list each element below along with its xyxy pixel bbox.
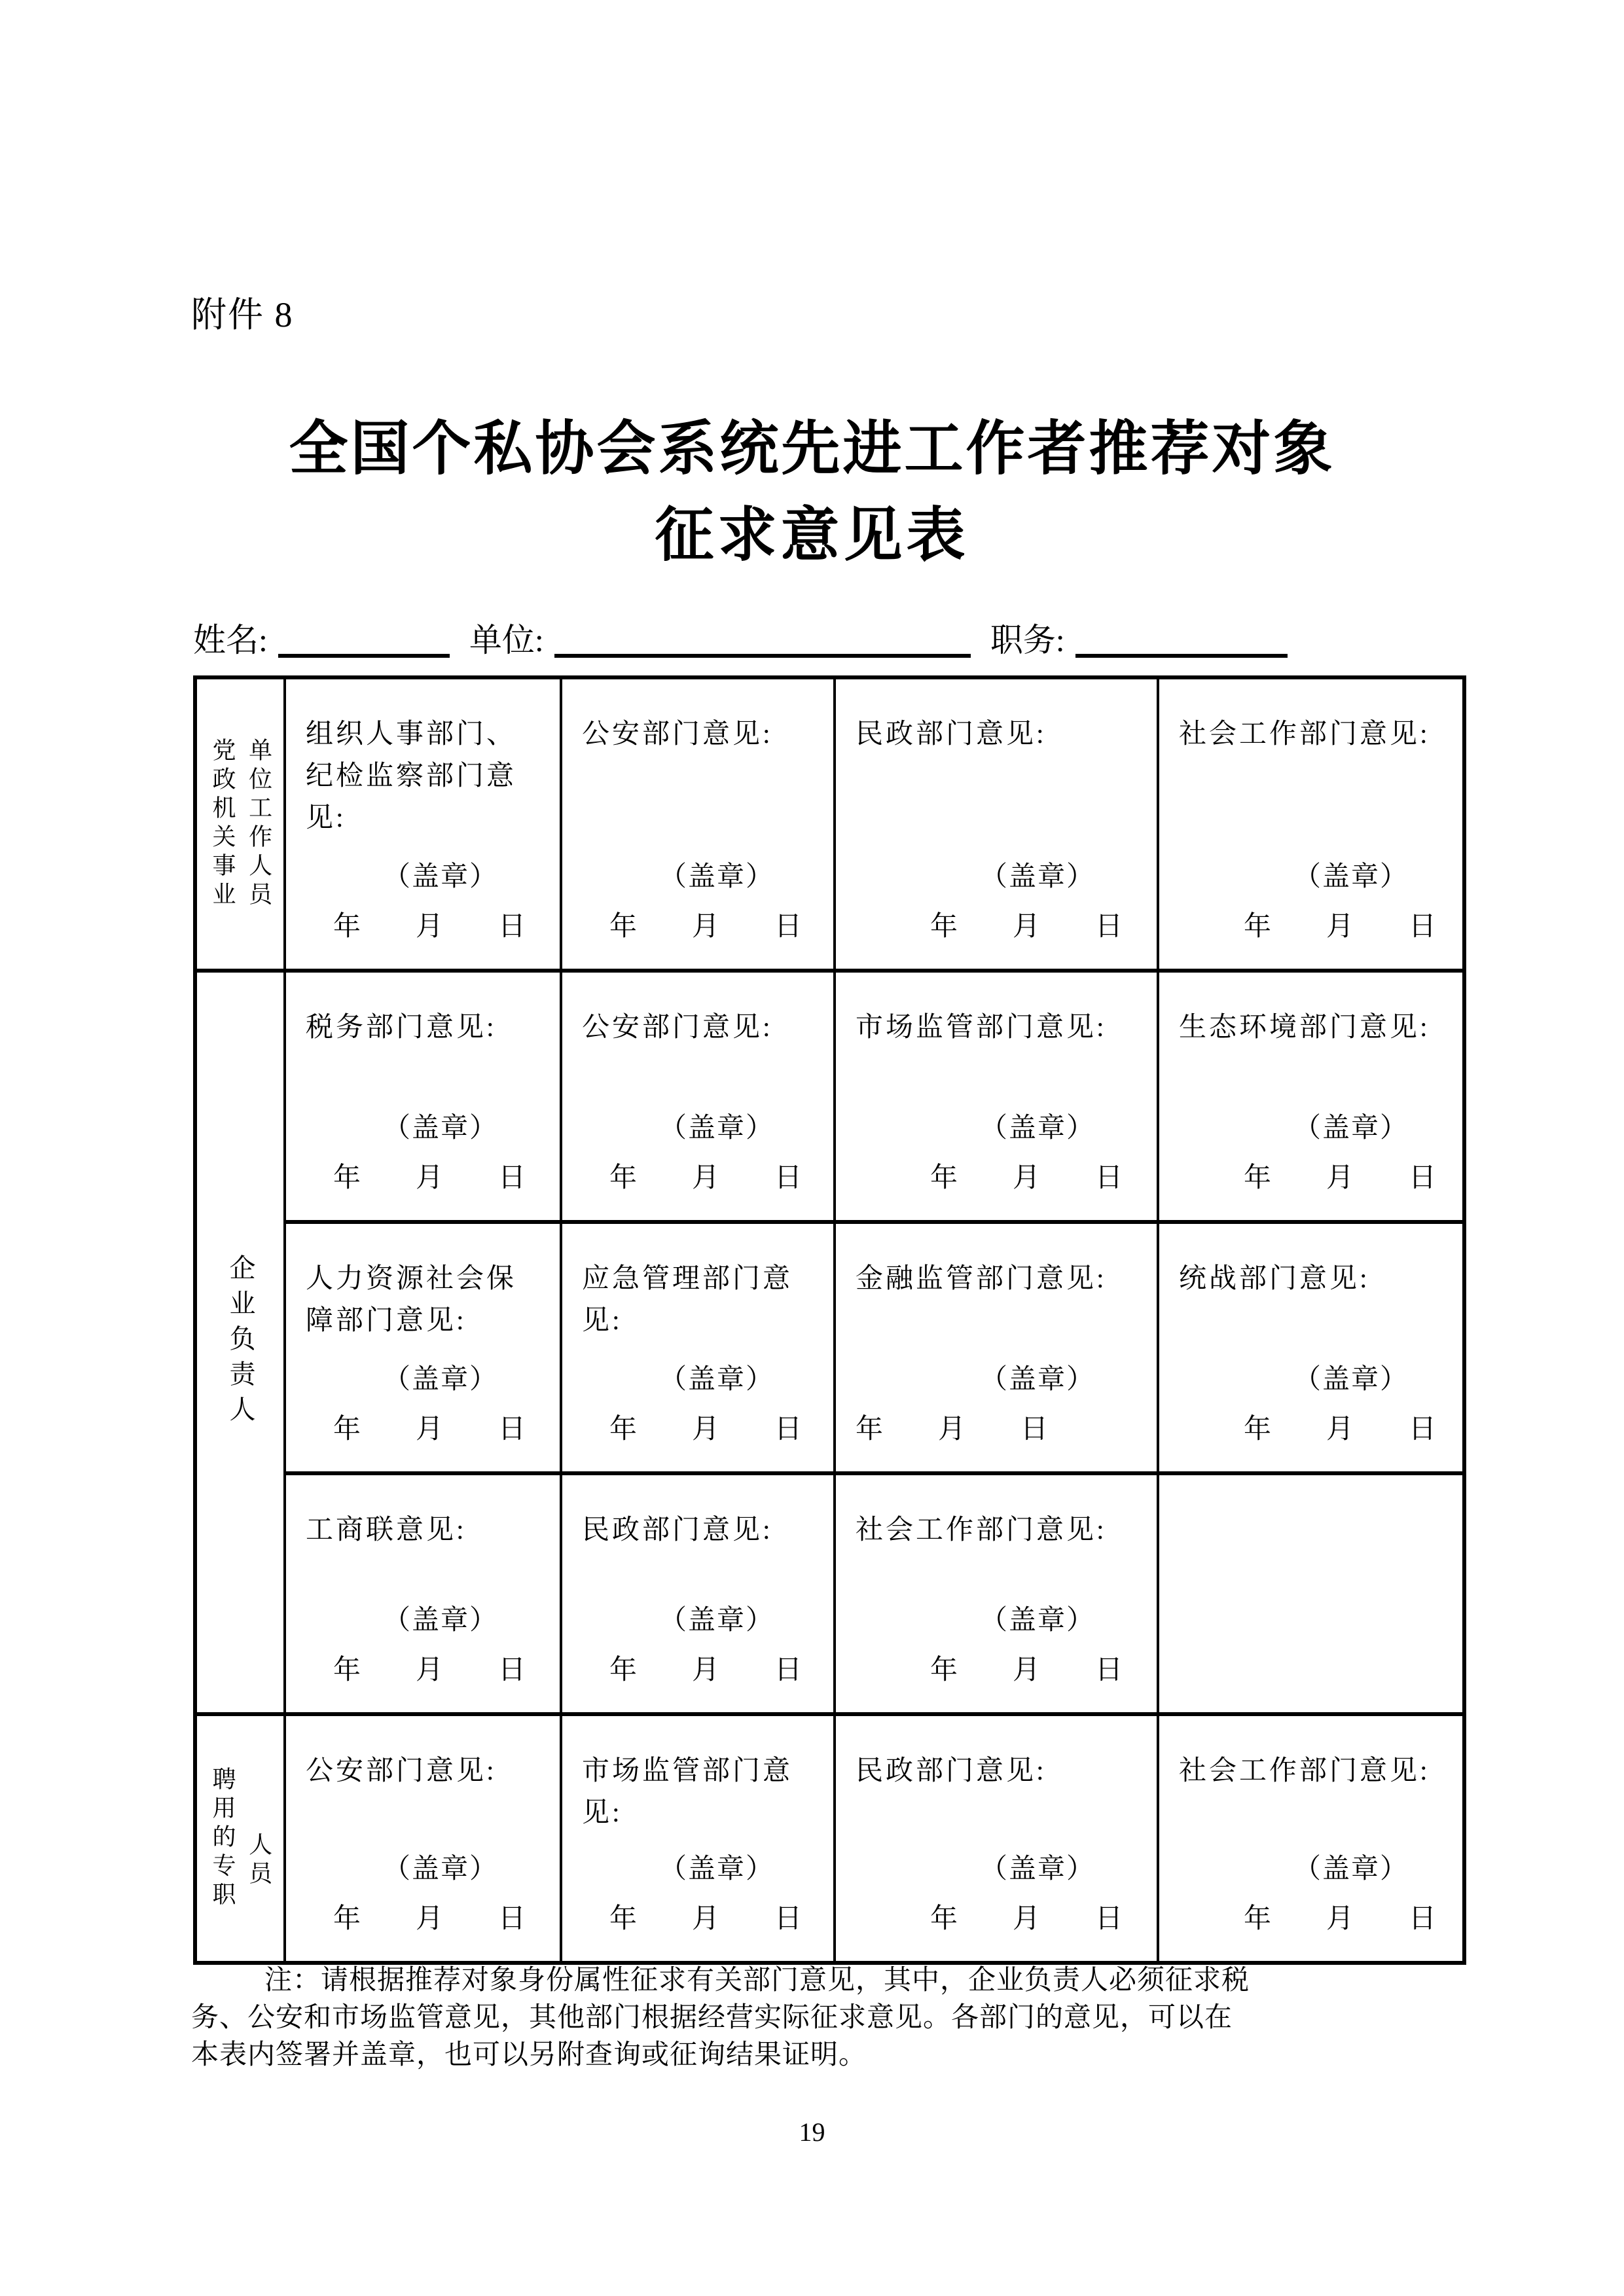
cell-r3-c2 bbox=[560, 1712, 833, 1961]
name-fill-in-line[interactable] bbox=[278, 617, 450, 658]
cell-r2b-c3 bbox=[833, 1220, 1157, 1471]
stamp-label: （盖章） bbox=[659, 1605, 774, 1636]
stamp-label: （盖章） bbox=[382, 1854, 498, 1884]
unit-label: 单位: bbox=[469, 622, 544, 658]
row-header-government-staff bbox=[197, 679, 283, 969]
document-title-line1: 全国个私协会系统先进工作者推荐对象 bbox=[289, 417, 1335, 482]
cell-r2c-c4-empty bbox=[1157, 1471, 1462, 1712]
position-fill-in-line[interactable] bbox=[1075, 617, 1288, 658]
dept-opinion-label: 公安部门意见: bbox=[306, 1756, 497, 1786]
date-label: 年 月 日 bbox=[609, 1163, 802, 1193]
date-label: 年 月 日 bbox=[333, 1414, 526, 1444]
cell-r2b-c2 bbox=[560, 1220, 833, 1471]
date-label: 年 月 日 bbox=[333, 1655, 526, 1685]
row-header-government-staff-col2: 单位工作人员 bbox=[245, 738, 272, 910]
dept-opinion-label: 应急管理部门意见: bbox=[582, 1264, 793, 1336]
date-label: 年 月 日 bbox=[333, 1163, 526, 1193]
header-fields-row bbox=[193, 614, 1476, 661]
cell-r3-c1 bbox=[283, 1712, 560, 1961]
dept-opinion-label: 社会工作部门意见: bbox=[1179, 719, 1430, 749]
stamp-label: （盖章） bbox=[659, 1854, 774, 1884]
dept-opinion-label: 公安部门意见: bbox=[582, 1013, 773, 1043]
cell-r2c-c3 bbox=[833, 1471, 1157, 1712]
stamp-label: （盖章） bbox=[1293, 1113, 1409, 1143]
date-label: 年 月 日 bbox=[609, 1904, 802, 1934]
stamp-label: （盖章） bbox=[1293, 1365, 1409, 1395]
row-header-government-staff-col1: 党政机关事业 bbox=[209, 738, 236, 910]
date-label: 年 月 日 bbox=[609, 912, 802, 942]
cell-r2a-c1 bbox=[283, 969, 560, 1220]
date-label: 年 月 日 bbox=[1243, 1414, 1436, 1444]
dept-opinion-label: 工商联意见: bbox=[306, 1515, 467, 1545]
row-header-enterprise-leader-text: 企业负责人 bbox=[226, 1254, 255, 1431]
dept-opinion-label: 统战部门意见: bbox=[1179, 1264, 1370, 1294]
footnote-line3: 本表内签署并盖章，也可以另附查询或征询结果证明。 bbox=[191, 2040, 867, 2070]
stamp-label: （盖章） bbox=[1293, 1854, 1409, 1884]
stamp-label: （盖章） bbox=[382, 1605, 498, 1636]
date-label: 年 月 日 bbox=[929, 1904, 1123, 1934]
dept-opinion-label: 民政部门意见: bbox=[582, 1515, 773, 1545]
dept-opinion-label: 市场监管部门意见: bbox=[582, 1756, 793, 1828]
date-label: 年 月 日 bbox=[929, 912, 1123, 942]
date-label: 年 月 日 bbox=[929, 1163, 1123, 1193]
footnote-line1: 注：请根据推荐对象身份属性征求有关部门意见，其中，企业负责人必须征求税 bbox=[264, 1965, 1250, 1996]
date-label: 年 月 日 bbox=[333, 912, 526, 942]
dept-opinion-label: 生态环境部门意见: bbox=[1179, 1013, 1430, 1043]
cell-r1-c4 bbox=[1157, 679, 1462, 969]
cell-r2a-c2 bbox=[560, 969, 833, 1220]
dept-opinion-label: 市场监管部门意见: bbox=[856, 1013, 1107, 1043]
dept-opinion-label: 人力资源社会保障部门意见: bbox=[306, 1264, 517, 1336]
date-label: 年 月 日 bbox=[1243, 1904, 1436, 1934]
dept-opinion-label: 社会工作部门意见: bbox=[856, 1515, 1107, 1545]
stamp-label: （盖章） bbox=[979, 862, 1095, 892]
stamp-label: （盖章） bbox=[979, 1605, 1095, 1636]
stamp-label: （盖章） bbox=[659, 1365, 774, 1395]
stamp-label: （盖章） bbox=[659, 862, 774, 892]
stamp-label: （盖章） bbox=[1293, 862, 1409, 892]
stamp-label: （盖章） bbox=[979, 1854, 1095, 1884]
opinion-table bbox=[193, 675, 1466, 1965]
date-label: 年 月 日 bbox=[1243, 912, 1436, 942]
cell-r2a-c3 bbox=[833, 969, 1157, 1220]
date-label: 年 月 日 bbox=[1243, 1163, 1436, 1193]
row-header-hired-staff-col1: 聘用的专职 bbox=[209, 1767, 236, 1910]
dept-opinion-label: 金融监管部门意见: bbox=[856, 1264, 1107, 1294]
date-label: 年 月 日 bbox=[333, 1904, 526, 1934]
stamp-label: （盖章） bbox=[979, 1365, 1095, 1395]
cell-r2b-c4 bbox=[1157, 1220, 1462, 1471]
footnote bbox=[191, 1962, 1461, 2074]
dept-opinion-label: 民政部门意见: bbox=[856, 719, 1047, 749]
date-label: 年 月 日 bbox=[609, 1414, 802, 1444]
cell-r1-c1 bbox=[283, 679, 560, 969]
position-label: 职务: bbox=[990, 622, 1065, 658]
attachment-label: 附件 8 bbox=[191, 295, 294, 334]
unit-fill-in-line[interactable] bbox=[554, 617, 971, 658]
stamp-label: （盖章） bbox=[979, 1113, 1095, 1143]
dept-opinion-label: 组织人事部门、纪检监察部门意见: bbox=[306, 719, 517, 833]
cell-r2c-c2 bbox=[560, 1471, 833, 1712]
date-label: 年 月 日 bbox=[609, 1655, 802, 1685]
row-header-enterprise-leader bbox=[197, 969, 283, 1712]
footnote-line2: 务、公安和市场监管意见，其他部门根据经营实际征求意见。各部门的意见，可以在 bbox=[191, 2003, 1233, 2033]
dept-opinion-label: 税务部门意见: bbox=[306, 1013, 497, 1043]
date-label: 年 月 日 bbox=[929, 1655, 1123, 1685]
cell-r3-c4 bbox=[1157, 1712, 1462, 1961]
cell-r1-c2 bbox=[560, 679, 833, 969]
row-header-hired-staff bbox=[197, 1712, 283, 1961]
stamp-label: （盖章） bbox=[382, 1365, 498, 1395]
dept-opinion-label: 公安部门意见: bbox=[582, 719, 773, 749]
cell-r2b-c1 bbox=[283, 1220, 560, 1471]
stamp-label: （盖章） bbox=[382, 862, 498, 892]
date-label: 年 月 日 bbox=[856, 1414, 1049, 1444]
name-label: 姓名: bbox=[193, 622, 268, 658]
cell-r1-c3 bbox=[833, 679, 1157, 969]
dept-opinion-label: 民政部门意见: bbox=[856, 1756, 1047, 1786]
dept-opinion-label: 社会工作部门意见: bbox=[1179, 1756, 1430, 1786]
stamp-label: （盖章） bbox=[659, 1113, 774, 1143]
cell-r3-c3 bbox=[833, 1712, 1157, 1961]
row-header-hired-staff-col2: 人员 bbox=[245, 1832, 272, 1890]
stamp-label: （盖章） bbox=[382, 1113, 498, 1143]
cell-r2c-c1 bbox=[283, 1471, 560, 1712]
page-number: 19 bbox=[799, 2117, 825, 2147]
document-title-line2: 征求意见表 bbox=[655, 503, 969, 568]
cell-r2a-c4 bbox=[1157, 969, 1462, 1220]
